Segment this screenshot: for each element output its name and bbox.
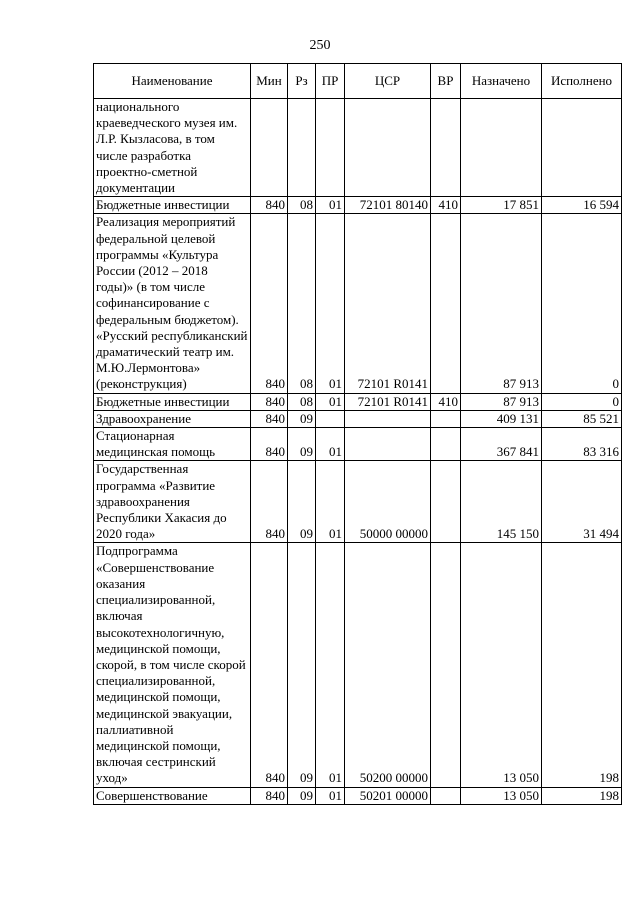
- cell-executed: 85 521: [542, 410, 622, 427]
- cell-rz: 09: [288, 428, 316, 461]
- header-csr: ЦСР: [345, 64, 431, 99]
- cell-csr: 72101 R0141: [345, 393, 431, 410]
- cell-pr: 01: [316, 393, 345, 410]
- cell-assigned: [461, 99, 542, 197]
- cell-executed: 16 594: [542, 197, 622, 214]
- cell-assigned: 409 131: [461, 410, 542, 427]
- table-row: [94, 99, 622, 197]
- cell-name: Государственная программа «Развитие здравоохранения Республики Хакасия до 2020 года»: [94, 461, 251, 543]
- cell-name: Реализация мероприятий федеральной целевой программы «Культура России (2012 – 2018 годы)» (в том числе софинансирование с федеральным бюджетом). «Русский республиканский драматический театр им. М.Ю.Лермонтова» (реконструкция): [94, 214, 251, 393]
- cell-min: 840: [251, 214, 288, 393]
- cell-rz: 09: [288, 461, 316, 543]
- cell-rz: 09: [288, 543, 316, 787]
- cell-rz: [288, 99, 316, 197]
- cell-executed: 198: [542, 787, 622, 804]
- table-row: [94, 787, 622, 804]
- cell-executed: 0: [542, 393, 622, 410]
- cell-vr: [431, 461, 461, 543]
- cell-assigned: 367 841: [461, 428, 542, 461]
- table-row: [94, 197, 622, 214]
- cell-assigned: 13 050: [461, 543, 542, 787]
- cell-min: 840: [251, 197, 288, 214]
- header-row: [94, 64, 622, 99]
- table-row: [94, 410, 622, 427]
- cell-csr: 50201 00000: [345, 787, 431, 804]
- cell-assigned: 87 913: [461, 393, 542, 410]
- table-row: [94, 543, 622, 787]
- cell-executed: 31 494: [542, 461, 622, 543]
- cell-vr: [431, 99, 461, 197]
- cell-vr: [431, 410, 461, 427]
- table-row: [94, 214, 622, 393]
- table-body: [94, 99, 622, 805]
- cell-rz: 08: [288, 197, 316, 214]
- cell-assigned: 87 913: [461, 214, 542, 393]
- header-vr: ВР: [431, 64, 461, 99]
- cell-assigned: 145 150: [461, 461, 542, 543]
- cell-assigned: 17 851: [461, 197, 542, 214]
- cell-vr: [431, 428, 461, 461]
- cell-executed: 83 316: [542, 428, 622, 461]
- cell-min: 840: [251, 787, 288, 804]
- cell-name: Здравоохранение: [94, 410, 251, 427]
- cell-name: Бюджетные инвестиции: [94, 197, 251, 214]
- cell-pr: [316, 99, 345, 197]
- cell-pr: [316, 410, 345, 427]
- page-number: 250: [309, 38, 331, 53]
- header-pr: ПР: [316, 64, 345, 99]
- cell-min: 840: [251, 393, 288, 410]
- cell-name: Подпрограмма «Совершенствование оказания специализированной, включая высокотехнологичную, медицинской помощи, скорой, в том числе скорой специализированной, медицинской помощи, медицинской эвакуации, паллиативной медицинской помощи, включая сестринский уход»: [94, 543, 251, 787]
- cell-min: 840: [251, 410, 288, 427]
- cell-name: Бюджетные инвестиции: [94, 393, 251, 410]
- cell-csr: [345, 99, 431, 197]
- cell-csr: 50000 00000: [345, 461, 431, 543]
- cell-pr: 01: [316, 214, 345, 393]
- cell-pr: 01: [316, 428, 345, 461]
- cell-csr: [345, 428, 431, 461]
- cell-rz: 08: [288, 393, 316, 410]
- cell-min: [251, 99, 288, 197]
- cell-vr: [431, 214, 461, 393]
- header-min: Мин: [251, 64, 288, 99]
- header-rz: Рз: [288, 64, 316, 99]
- cell-pr: 01: [316, 543, 345, 787]
- cell-pr: 01: [316, 787, 345, 804]
- cell-name: Совершенствование: [94, 787, 251, 804]
- table-row: [94, 393, 622, 410]
- budget-table: [93, 63, 622, 805]
- cell-min: 840: [251, 543, 288, 787]
- cell-pr: 01: [316, 461, 345, 543]
- cell-rz: 08: [288, 214, 316, 393]
- cell-name: национального краеведческого музея им. Л.Р. Кызласова, в том числе разработка проектно-сметной документации: [94, 99, 251, 197]
- cell-pr: 01: [316, 197, 345, 214]
- cell-assigned: 13 050: [461, 787, 542, 804]
- header-assigned: Назначено: [461, 64, 542, 99]
- cell-csr: 72101 80140: [345, 197, 431, 214]
- cell-csr: 72101 R0141: [345, 214, 431, 393]
- cell-csr: [345, 410, 431, 427]
- cell-name: Стационарная медицинская помощь: [94, 428, 251, 461]
- cell-min: 840: [251, 461, 288, 543]
- cell-vr: [431, 543, 461, 787]
- header-name: Наименование: [94, 64, 251, 99]
- header-executed: Исполнено: [542, 64, 622, 99]
- table-row: [94, 461, 622, 543]
- cell-vr: 410: [431, 393, 461, 410]
- cell-executed: [542, 99, 622, 197]
- cell-min: 840: [251, 428, 288, 461]
- cell-rz: 09: [288, 787, 316, 804]
- cell-rz: 09: [288, 410, 316, 427]
- cell-executed: 0: [542, 214, 622, 393]
- table-row: [94, 428, 622, 461]
- cell-csr: 50200 00000: [345, 543, 431, 787]
- cell-vr: 410: [431, 197, 461, 214]
- cell-executed: 198: [542, 543, 622, 787]
- cell-vr: [431, 787, 461, 804]
